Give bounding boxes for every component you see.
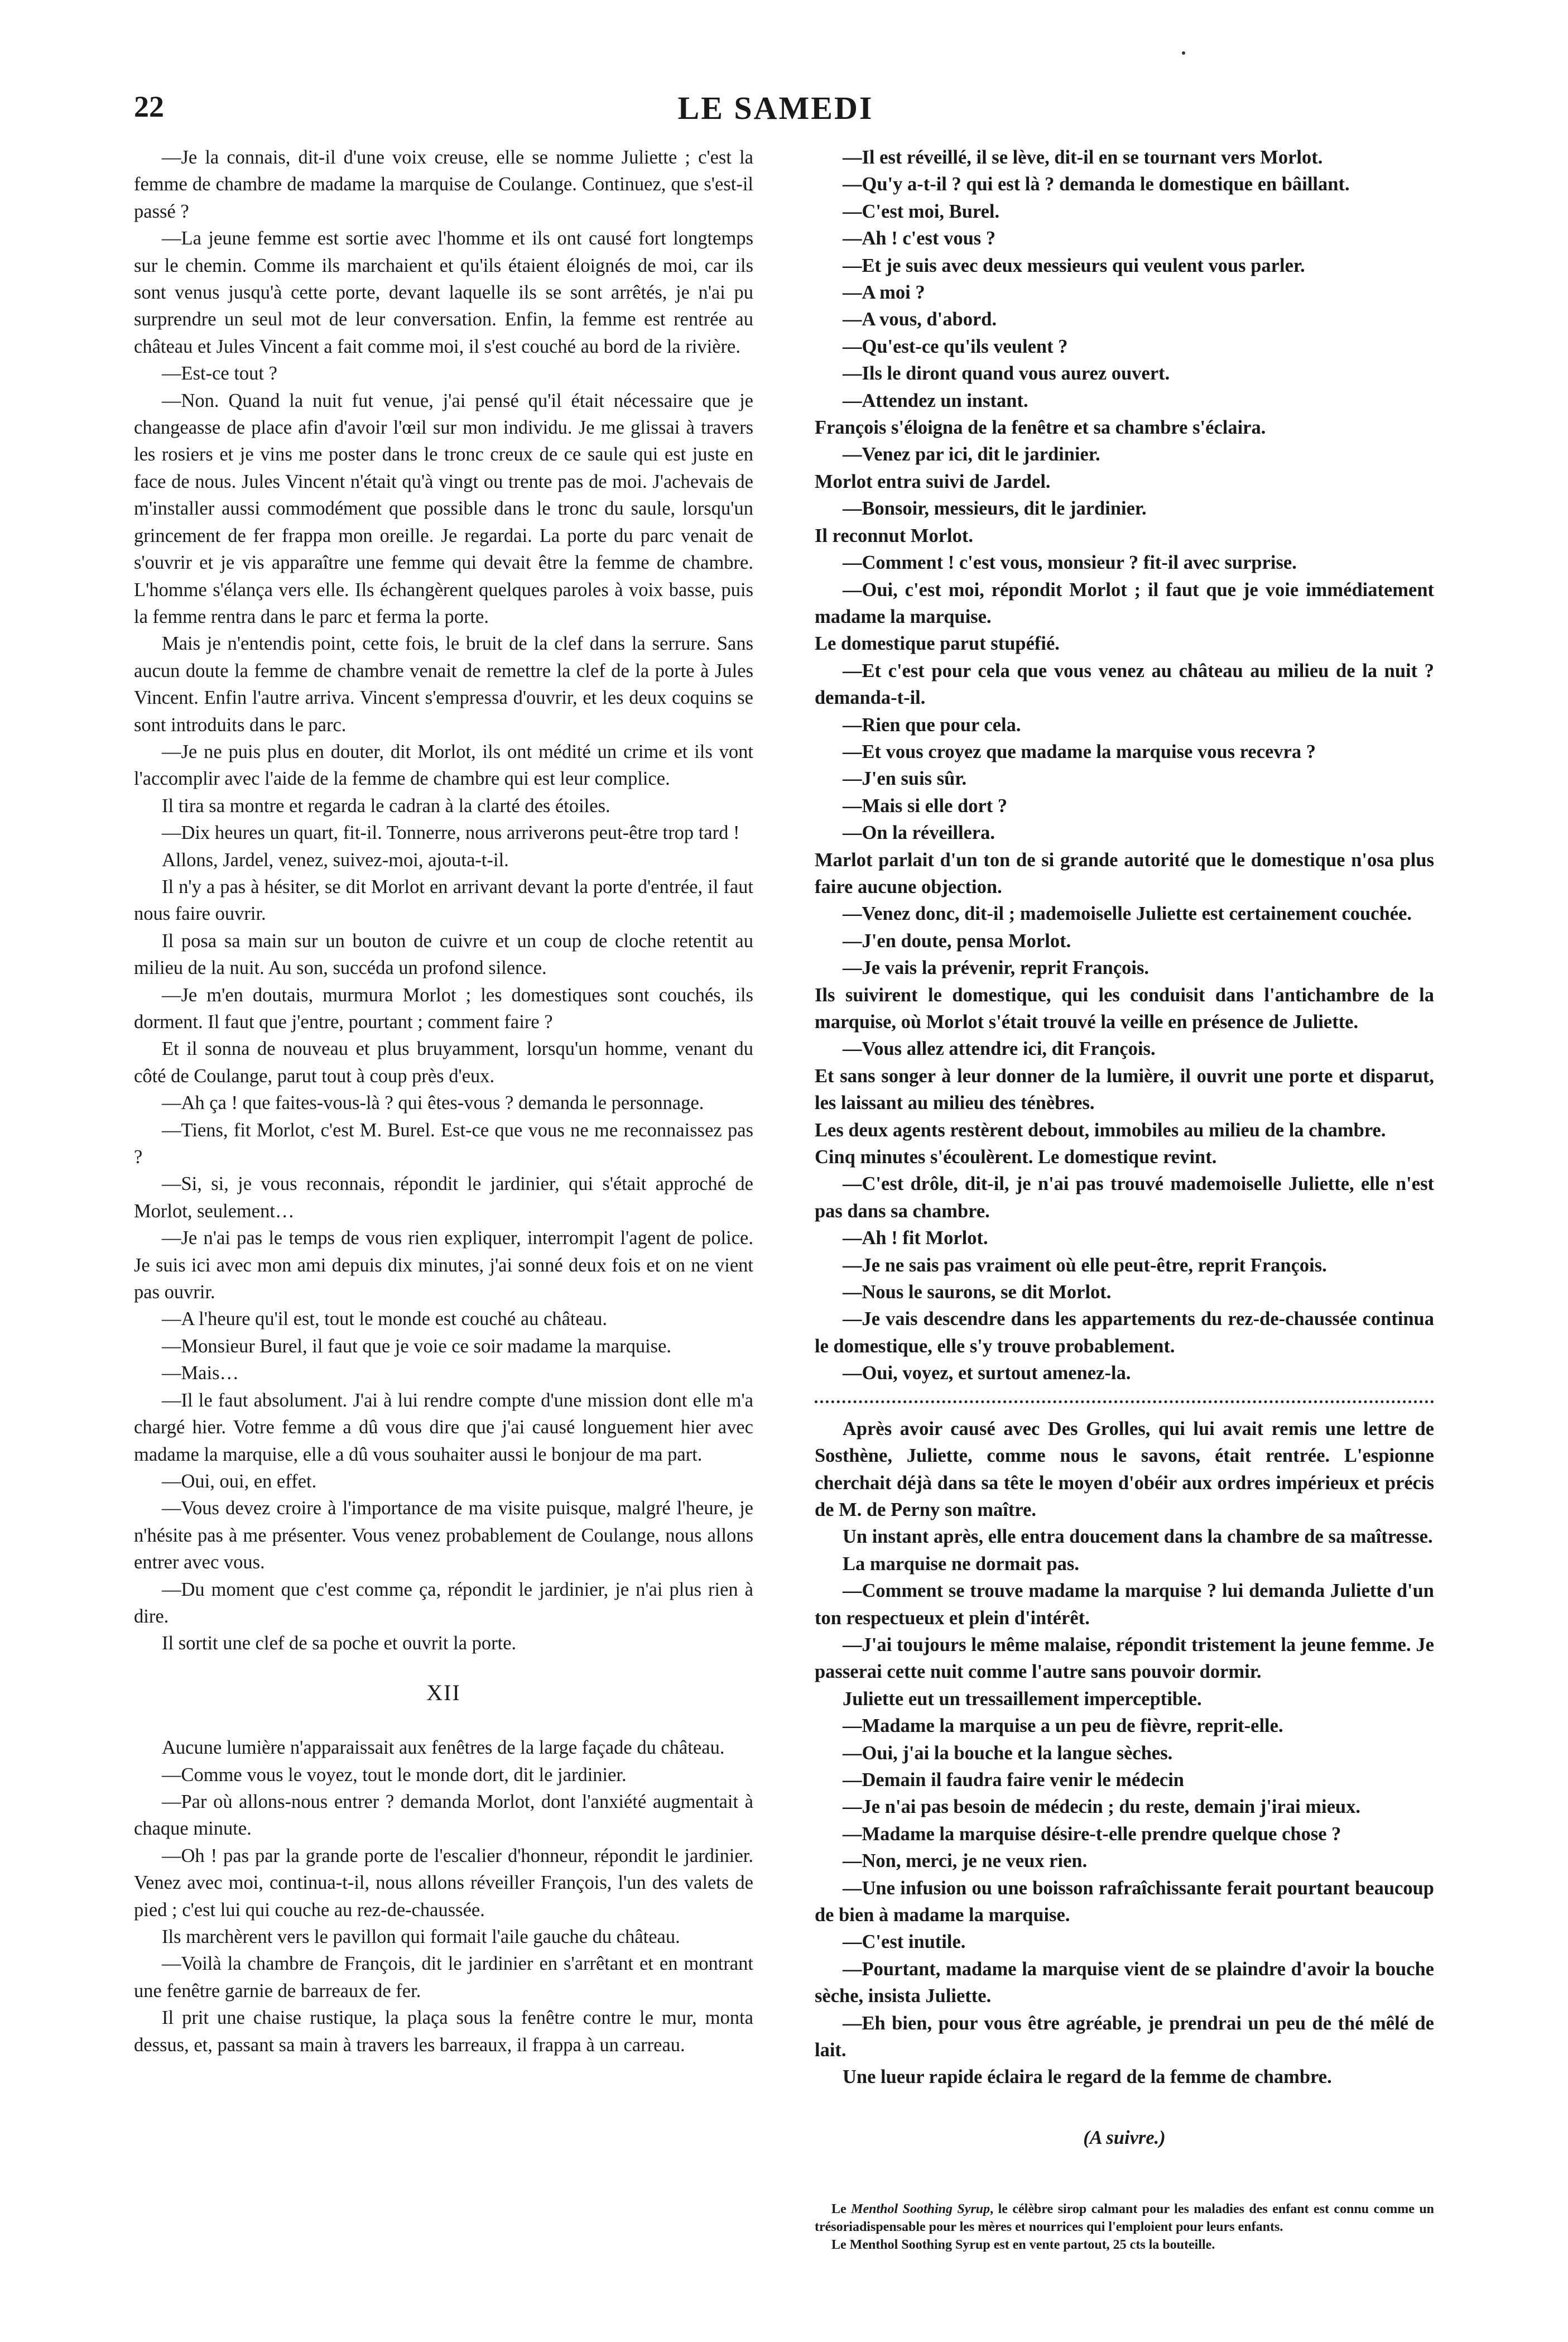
paragraph: —Ils le diront quand vous aurez ouvert. bbox=[843, 363, 1170, 385]
paragraph: —Vous allez attendre ici, dit François. bbox=[843, 1038, 1156, 1060]
paragraph: François s'éloigna de la fenêtre et sa chambre s'éclaira. bbox=[815, 417, 1266, 439]
paragraph: —J'en doute, pensa Morlot. bbox=[843, 930, 1071, 952]
paragraph: —Ah ! c'est vous ? bbox=[843, 228, 996, 249]
journal-title: LE SAMEDI bbox=[677, 90, 874, 126]
paragraph: —Je m'en doutais, murmura Morlot ; les domestiques sont couchés, ils dorment. Il faut que j'entre, pourtant ; comment faire ? bbox=[134, 984, 753, 1033]
paragraph: —Venez donc, dit-il ; mademoiselle Juliette est certainement couchée. bbox=[843, 903, 1412, 925]
paragraph: —Ah ça ! que faites-vous-là ? qui êtes-vous ? demanda le personnage. bbox=[162, 1092, 704, 1114]
paragraph: —Dix heures un quart, fit-il. Tonnerre, nous arriverons peut-être trop tard ! bbox=[162, 822, 740, 844]
paragraph: —Comment ! c'est vous, monsieur ? fit-il avec surprise. bbox=[843, 552, 1297, 574]
paragraph: Il reconnut Morlot. bbox=[815, 525, 973, 546]
paragraph: —Qu'est-ce qu'ils veulent ? bbox=[843, 335, 1068, 357]
paragraph: —Ah ! fit Morlot. bbox=[843, 1227, 988, 1249]
paragraph: Allons, Jardel, venez, suivez-moi, ajouta-t-il. bbox=[162, 849, 509, 871]
paragraph: Une lueur rapide éclaira le regard de la femme de chambre. bbox=[843, 2066, 1332, 2088]
paragraph: —A l'heure qu'il est, tout le monde est couché au château. bbox=[162, 1308, 608, 1330]
paragraph: Ils suivirent le domestique, qui les conduisit dans l'antichambre de la marquise, où Morlot s'était trouvé la veille en présence de Juliette. bbox=[815, 984, 1434, 1033]
paragraph: —Je n'ai pas besoin de médecin ; du reste, demain j'irai mieux. bbox=[843, 1796, 1360, 1818]
to-be-continued: (A suivre.) bbox=[1083, 2127, 1166, 2148]
paragraph: —Je vais la prévenir, reprit François. bbox=[843, 957, 1149, 979]
paragraph: —J'ai toujours le même malaise, répondit tristement la jeune femme. Je passerai cette nuit comme l'autre sans pouvoir dormir. bbox=[815, 1634, 1434, 1683]
left-column bbox=[134, 144, 753, 2058]
paragraph: —Venez par ici, dit le jardinier. bbox=[843, 444, 1100, 465]
paragraph: —Oui, voyez, et surtout amenez-la. bbox=[843, 1362, 1131, 1384]
paragraph: —Je ne puis plus en douter, dit Morlot, ils ont médité un crime et ils vont l'accomplir avec l'aide de la femme de chambre qui est leur complice. bbox=[134, 741, 753, 790]
paragraph: —C'est inutile. bbox=[843, 1931, 966, 1953]
paragraph: Le domestique parut stupéfié. bbox=[815, 633, 1060, 655]
paragraph: Il posa sa main sur un bouton de cuivre et un coup de cloche retentit au milieu de la nuit. Au son, succéda un profond silence. bbox=[134, 930, 753, 979]
paragraph: Un instant après, elle entra doucement dans la chambre de sa maîtresse. bbox=[843, 1526, 1433, 1548]
paragraph: —Mais si elle dort ? bbox=[843, 795, 1008, 817]
right-column bbox=[815, 144, 1434, 2254]
paragraph: —Et c'est pour cela que vous venez au château au milieu de la nuit ? demanda-t-il. bbox=[815, 660, 1434, 709]
paragraph: —Voilà la chambre de François, dit le jardinier en s'arrêtant et en montrant une fenêtre garnie de barreaux de fer. bbox=[134, 1953, 753, 2002]
paragraph: —Et vous croyez que madame la marquise vous recevra ? bbox=[843, 741, 1316, 762]
paragraph: —Si, si, je vous reconnais, répondit le jardinier, qui s'était approché de Morlot, seulement… bbox=[134, 1173, 753, 1222]
paragraph: Il prit une chaise rustique, la plaça sous la fenêtre contre le mur, monta dessus, et, passant sa main à travers les barreaux, il frappa à un carreau. bbox=[134, 2007, 753, 2056]
paragraph: —On la réveillera. bbox=[843, 822, 995, 844]
paragraph: Cinq minutes s'écoulèrent. Le domestique revint. bbox=[815, 1146, 1217, 1168]
paragraph: —Bonsoir, messieurs, dit le jardinier. bbox=[843, 498, 1147, 520]
paragraph: Morlot entra suivi de Jardel. bbox=[815, 471, 1051, 492]
paragraph: —A vous, d'abord. bbox=[843, 309, 997, 330]
paragraph: —Je n'ai pas le temps de vous rien expliquer, interrompit l'agent de police. Je suis ici avec mon ami depuis dix minutes, j'ai sonné deux fois et on ne vient pas ouvrir. bbox=[134, 1227, 753, 1303]
paragraph: —Madame la marquise désire-t-elle prendre quelque chose ? bbox=[843, 1823, 1341, 1845]
paragraph: Les deux agents restèrent debout, immobiles au milieu de la chambre. bbox=[815, 1119, 1386, 1141]
paragraph: —Oh ! pas par la grande porte de l'escalier d'honneur, répondit le jardinier. Venez avec moi, continua-t-il, nous allons réveiller François, l'un des valets de pied ; c'est lui qui couche au rez-de-chaussée. bbox=[134, 1845, 753, 1921]
paragraph: Il tira sa montre et regarda le cadran à la clarté des étoiles. bbox=[162, 795, 610, 817]
paragraph: La marquise ne dormait pas. bbox=[843, 1553, 1079, 1575]
paragraph: —Il est réveillé, il se lève, dit-il en se tournant vers Morlot. bbox=[843, 147, 1323, 168]
ad-body: , le célèbre sirop calmant pour les maladies des enfant est connu comme un trésoriadispensable pour les mères et nourrices qui l'emploient pour leurs enfants. bbox=[815, 2202, 1435, 2235]
paragraph: —Pourtant, madame la marquise vient de se plaindre d'avoir la bouche sèche, insista Juliette. bbox=[815, 1958, 1434, 2007]
paragraph: Après avoir causé avec Des Grolles, qui lui avait remis une lettre de Sosthène, Juliette, comme nous le savons, était rentrée. L'espionne cherchait déjà dans sa tête le moyen d'obéir aux ordres impérieux et précis de M. de Perny son maître. bbox=[815, 1418, 1434, 1520]
paragraph: —Et je suis avec deux messieurs qui veulent vous parler. bbox=[843, 255, 1305, 276]
paragraph: Mais je n'entendis point, cette fois, le bruit de la clef dans la serrure. Sans aucun doute la femme de chambre venait de remettre la clef de la porte à Jules Vincent. Enfin l'autre arriva. Vincent s'empressa d'ouvrir, et les deux coquins se sont introduits dans le parc. bbox=[134, 633, 753, 736]
paragraph: —Oui, c'est moi, répondit Morlot ; il faut que je voie immédiatement madame la marquise. bbox=[815, 579, 1434, 627]
paragraph: —Demain il faudra faire venir le médecin bbox=[843, 1769, 1184, 1791]
paragraph: —Non. Quand la nuit fut venue, j'ai pensé qu'il était nécessaire que je changeasse de place afin d'avoir l'œil sur mon individu. Je me glissai à travers les rosiers et je vins me poster dans le tronc creux de ce saule qui est juste en face de nous. Jules Vincent n'était qu'à vingt ou trente pas de moi. J'achevais de m'installer aussi commodément que possible dans le tronc du saule, lorsqu'un grincement de fer frappa mon oreille. Je regardai. La porte du parc venait de s'ouvrir et je vis apparaître une femme qui devait être la femme de chambre. L'homme s'élança vers elle. Ils échangèrent quelques paroles à voix basse, puis la femme rentra dans le parc et ferma la porte. bbox=[134, 390, 753, 627]
paragraph: —La jeune femme est sortie avec l'homme et ils ont causé fort longtemps sur le chemin. Comme ils marchaient et qu'ils étaient éloignés de moi, car ils sont venus jusqu'à cette porte, devant laquelle ils se sont arrêtés, je n'ai pu surprendre un seul mot de leur conversation. Enfin, la femme est rentrée au château et Jules Vincent a fait comme moi, il s'est couché au bord de la rivière. bbox=[134, 228, 753, 357]
paragraph: —Tiens, fit Morlot, c'est M. Burel. Est-ce que vous ne me reconnaissez pas ? bbox=[134, 1119, 753, 1168]
paragraph: —J'en suis sûr. bbox=[843, 768, 967, 790]
page-header bbox=[134, 89, 1417, 140]
paragraph: Juliette eut un tressaillement imperceptible. bbox=[843, 1688, 1202, 1710]
paragraph: —Comment se trouve madame la marquise ? lui demanda Juliette d'un ton respectueux et plein d'intérêt. bbox=[815, 1580, 1434, 1629]
paragraph: —Rien que pour cela. bbox=[843, 714, 1021, 736]
paragraph: —Par où allons-nous entrer ? demanda Morlot, dont l'anxiété augmentait à chaque minute. bbox=[134, 1791, 753, 1840]
paragraph: —Je la connais, dit-il d'une voix creuse, elle se nomme Juliette ; c'est la femme de chambre de madame la marquise de Coulange. Continuez, que s'est-il passé ? bbox=[134, 147, 753, 222]
paragraph: —Est-ce tout ? bbox=[162, 363, 277, 385]
paragraph: Il sortit une clef de sa poche et ouvrit la porte. bbox=[162, 1633, 517, 1654]
paragraph: —Comme vous le voyez, tout le monde dort, dit le jardinier. bbox=[162, 1764, 627, 1786]
advertisement bbox=[815, 2200, 1434, 2254]
page-number: 22 bbox=[134, 90, 164, 123]
paragraph: —A moi ? bbox=[843, 282, 925, 304]
paragraph: —C'est moi, Burel. bbox=[843, 200, 1000, 222]
paragraph: —Du moment que c'est comme ça, répondit le jardinier, je n'ai plus rien à dire. bbox=[134, 1578, 753, 1627]
advertisement-line-2: Le Menthol Soothing Syrup est en vente partout, 25 cts la bouteille. bbox=[831, 2238, 1215, 2253]
paragraph: Marlot parlait d'un ton de si grande autorité que le domestique n'osa plus faire aucune objection. bbox=[815, 849, 1434, 898]
paragraph: —Nous le saurons, se dit Morlot. bbox=[843, 1282, 1112, 1303]
paragraph: —Monsieur Burel, il faut que je voie ce soir madame la marquise. bbox=[162, 1335, 672, 1357]
paragraph: —Vous devez croire à l'importance de ma visite puisque, malgré l'heure, je n'hésite pas à me présenter. Vous venez probablement de Coulange, nous allons entrer avec vous. bbox=[134, 1498, 753, 1573]
paragraph: Et il sonna de nouveau et plus bruyamment, lorsqu'un homme, venant du côté de Coulange, parut tout à coup près d'eux. bbox=[134, 1038, 753, 1087]
paragraph: —Je ne sais pas vraiment où elle peut-être, reprit François. bbox=[843, 1254, 1327, 1276]
ad-product-name: Menthol Soothing Syrup bbox=[851, 2202, 990, 2217]
print-speck bbox=[1182, 51, 1185, 55]
paragraph: —Oui, j'ai la bouche et la langue sèches. bbox=[843, 1742, 1173, 1764]
paragraph: —Qu'y a-t-il ? qui est là ? demanda le domestique en bâillant. bbox=[843, 174, 1350, 195]
advertisement-line-1 bbox=[815, 2200, 1434, 2236]
paragraph: —Madame la marquise a un peu de fièvre, reprit-elle. bbox=[843, 1715, 1283, 1737]
ad-prefix: Le bbox=[831, 2202, 846, 2217]
paragraph: Et sans songer à leur donner de la lumière, il ouvrit une porte et disparut, les laissant au milieu des ténèbres. bbox=[815, 1065, 1434, 1114]
paragraph: Il n'y a pas à hésiter, se dit Morlot en arrivant devant la porte d'entrée, il faut nous faire ouvrir. bbox=[134, 876, 753, 925]
paragraph: —Mais… bbox=[162, 1362, 239, 1384]
paragraph: Ils marchèrent vers le pavillon qui formait l'aile gauche du château. bbox=[162, 1926, 680, 1947]
paragraph: —Attendez un instant. bbox=[843, 390, 1028, 411]
paragraph: —Non, merci, je ne veux rien. bbox=[843, 1850, 1088, 1872]
paragraph: —Oui, oui, en effet. bbox=[162, 1470, 317, 1492]
section-break-dotted-rule bbox=[815, 1400, 1434, 1403]
paragraph: —Il le faut absolument. J'ai à lui rendre compte d'une mission dont elle m'a chargé hier. Votre femme a dû vous dire que j'ai causé longuement hier avec madame la marquise, elle a dû vous souhaiter aussi le bonjour de ma part. bbox=[134, 1389, 753, 1465]
paragraph: —Je vais descendre dans les appartements du rez-de-chaussée continua le domestique, elle s'y trouve probablement. bbox=[815, 1308, 1434, 1357]
paragraph: —Une infusion ou une boisson rafraîchissante ferait pourtant beaucoup de bien à madame la marquise. bbox=[815, 1877, 1434, 1926]
chapter-heading: XII bbox=[426, 1679, 461, 1705]
paragraph: —C'est drôle, dit-il, je n'ai pas trouvé mademoiselle Juliette, elle n'est pas dans sa chambre. bbox=[815, 1173, 1434, 1222]
paragraph: —Eh bien, pour vous être agréable, je prendrai un peu de thé mêlé de lait. bbox=[815, 2012, 1434, 2061]
paragraph: Aucune lumière n'apparaissait aux fenêtres de la large façade du château. bbox=[162, 1737, 725, 1759]
